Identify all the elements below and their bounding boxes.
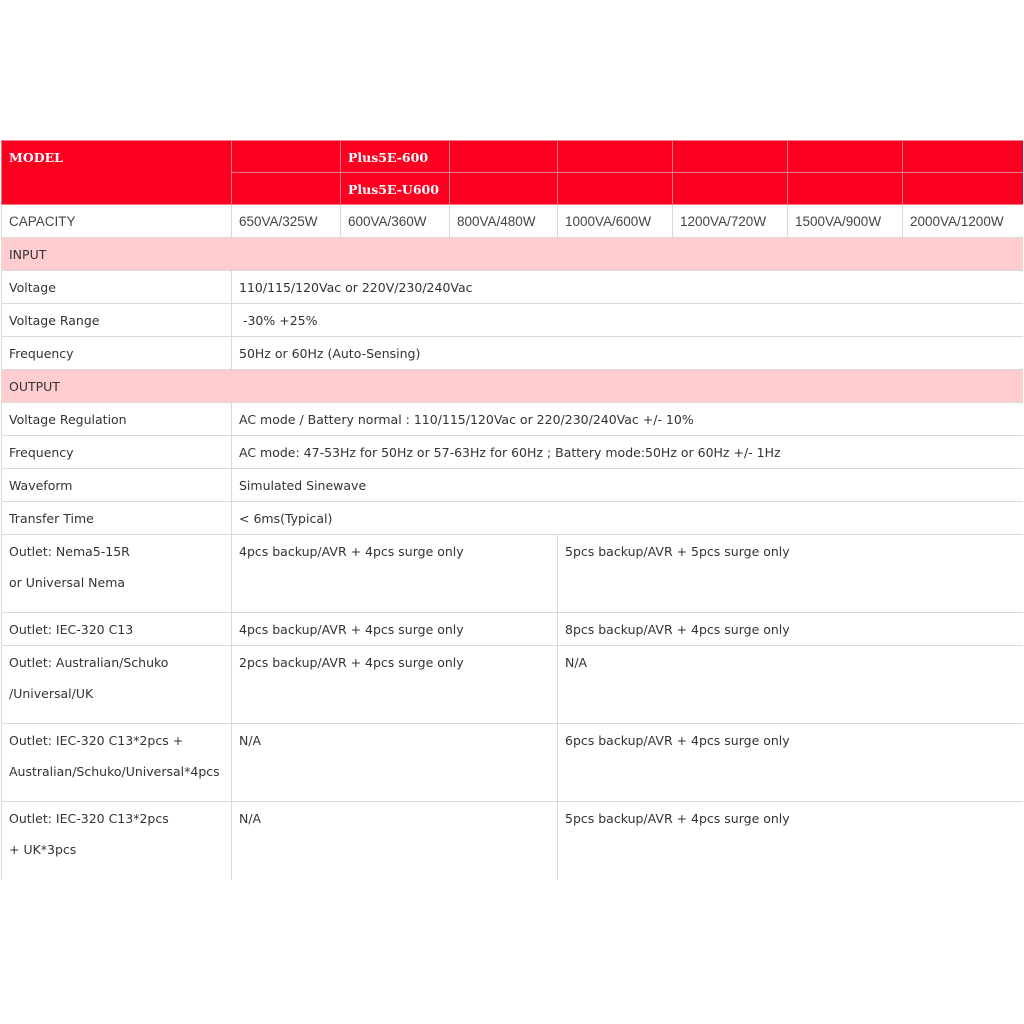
model-cell — [450, 173, 558, 205]
outlet-label-line: or Universal Nema — [9, 575, 126, 590]
outlet-row — [2, 613, 1024, 646]
outlet-row — [2, 802, 1024, 880]
outlet-row — [2, 724, 1024, 802]
header-row-1 — [2, 141, 1024, 173]
capacity-value: 1000VA/600W — [558, 205, 673, 238]
outlet-label-line: Outlet: IEC-320 C13*2pcs — [9, 811, 169, 826]
outlet-label-line: Outlet: IEC-320 C13*2pcs + — [9, 733, 184, 748]
model-cell — [903, 173, 1024, 205]
section-output — [2, 370, 1024, 403]
spec-label: Voltage Regulation — [2, 403, 232, 436]
model-cell — [673, 141, 788, 173]
spec-label: Frequency — [2, 436, 232, 469]
spec-label: Frequency — [2, 337, 232, 370]
spec-label: Voltage Range — [2, 304, 232, 337]
spec-table — [1, 140, 1023, 880]
outlet-left: 2pcs backup/AVR + 4pcs surge only — [232, 646, 558, 724]
outlet-label — [2, 724, 232, 802]
outlet-label — [2, 535, 232, 613]
model-cell — [232, 141, 341, 173]
spec-row — [2, 403, 1024, 436]
spec-label: Waveform — [2, 469, 232, 502]
outlet-right: 5pcs backup/AVR + 5pcs surge only — [558, 535, 1024, 613]
outlet-left: 4pcs backup/AVR + 4pcs surge only — [232, 535, 558, 613]
model-cell — [558, 141, 673, 173]
capacity-value: 1500VA/900W — [788, 205, 903, 238]
outlet-label-line: Australian/Schuko/Universal*4pcs — [9, 764, 220, 779]
spec-value: Simulated Sinewave — [232, 469, 1024, 502]
spec-row — [2, 337, 1024, 370]
spec-value: 50Hz or 60Hz (Auto-Sensing) — [232, 337, 1024, 370]
capacity-value: 1200VA/720W — [673, 205, 788, 238]
spec-label: Voltage — [2, 271, 232, 304]
outlet-label-line: Outlet: Nema5-15R — [9, 544, 130, 559]
model-cell — [232, 173, 341, 205]
capacity-value: 2000VA/1200W — [903, 205, 1024, 238]
outlet-label — [2, 646, 232, 724]
spec-row — [2, 436, 1024, 469]
outlet-label-line: /Universal/UK — [9, 686, 94, 701]
outlet-left: N/A — [232, 802, 558, 880]
outlet-right: 6pcs backup/AVR + 4pcs surge only — [558, 724, 1024, 802]
section-title: OUTPUT — [2, 370, 1024, 403]
model-label: MODEL — [2, 141, 232, 205]
outlet-label-line: Outlet: Australian/Schuko — [9, 655, 169, 670]
model-cell — [450, 141, 558, 173]
spec-value: 110/115/120Vac or 220V/230/240Vac — [232, 271, 1024, 304]
spec-row — [2, 502, 1024, 535]
capacity-label: CAPACITY — [2, 205, 232, 238]
outlet-left: N/A — [232, 724, 558, 802]
outlet-right: 8pcs backup/AVR + 4pcs surge only — [558, 613, 1024, 646]
spec-value: < 6ms(Typical) — [232, 502, 1024, 535]
spec-label: Transfer Time — [2, 502, 232, 535]
capacity-row — [2, 205, 1024, 238]
spec-table-container — [1, 140, 1023, 883]
spec-value: -30% +25% — [232, 304, 1024, 337]
section-input — [2, 238, 1024, 271]
section-title: INPUT — [2, 238, 1024, 271]
capacity-value: 800VA/480W — [450, 205, 558, 238]
spec-row — [2, 469, 1024, 502]
outlet-label — [2, 802, 232, 880]
spec-row — [2, 304, 1024, 337]
outlet-row — [2, 535, 1024, 613]
model-cell: Plus5E-U600 — [341, 173, 450, 205]
capacity-value: 600VA/360W — [341, 205, 450, 238]
model-cell — [558, 173, 673, 205]
model-cell — [673, 173, 788, 205]
outlet-right: 5pcs backup/AVR + 4pcs surge only — [558, 802, 1024, 880]
model-cell: Plus5E-600 — [341, 141, 450, 173]
capacity-value: 650VA/325W — [232, 205, 341, 238]
outlet-left: 4pcs backup/AVR + 4pcs surge only — [232, 613, 558, 646]
spec-value: AC mode / Battery normal : 110/115/120Vac or 220/230/240Vac +/- 10% — [232, 403, 1024, 436]
outlet-row — [2, 646, 1024, 724]
spec-value: AC mode: 47-53Hz for 50Hz or 57-63Hz for 60Hz ; Battery mode:50Hz or 60Hz +/- 1Hz — [232, 436, 1024, 469]
model-cell — [788, 173, 903, 205]
model-cell — [903, 141, 1024, 173]
outlet-label: Outlet: IEC-320 C13 — [2, 613, 232, 646]
spec-row — [2, 271, 1024, 304]
model-cell — [788, 141, 903, 173]
outlet-right: N/A — [558, 646, 1024, 724]
outlet-label-line: + UK*3pcs — [9, 842, 77, 857]
